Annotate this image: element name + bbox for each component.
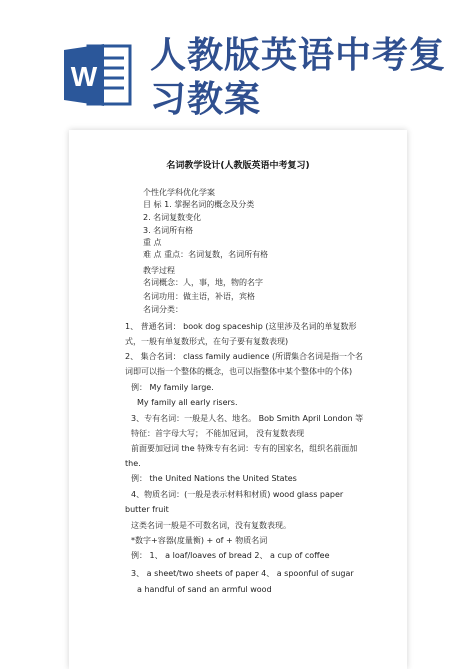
document-line: 重 点 (143, 238, 162, 247)
document-line: *数字+容器(度量衡) + of + 物质名词 (131, 536, 268, 545)
document-title: 名词教学设计(人教版英语中考复习) (166, 161, 310, 171)
document-line: 前面要加冠词 the 特殊专有名词：专有的国家名，组织名前面加 (131, 444, 358, 453)
banner-title-line-1: 人教版英语中考复 (150, 35, 447, 76)
document-line: 特征：首字母大写； 不能加冠词， 没有复数表现 (131, 429, 305, 438)
document-line: 2、 集合名词： class family audience (所谓集合名词是指一个名 (125, 352, 364, 361)
document-line: 例： the United Nations the United States (131, 474, 297, 483)
document-line: butter fruit (125, 505, 169, 514)
svg-text:W: W (70, 61, 98, 92)
document-line: 难 点 重点：名词复数，名词所有格 (143, 250, 269, 259)
document-body (69, 130, 407, 669)
document-line: 例： My family large. (131, 383, 214, 392)
banner-title-line-2: 习教案 (150, 79, 262, 120)
document-line: 式，一般有单复数形式，在句子要有复数表现) (125, 337, 289, 346)
document-line: 2. 名词复数变化 (143, 213, 202, 222)
document-page (69, 130, 407, 669)
document-line: a handful of sand an armful wood (137, 585, 272, 594)
document-line: 3、专有名词：一般是人名、地名。 Bob Smith April London 等 (131, 414, 364, 423)
banner-title (150, 34, 460, 122)
document-line: 教学过程 (143, 266, 175, 275)
document-line: 例： 1、 a loaf/loaves of bread 2、 a cup of coffee (131, 551, 330, 560)
document-line: 词即可以指一个整体的概念，也可以指整体中某个整体中的个体) (125, 367, 353, 376)
document-line: 目 标 1. 掌握名词的概念及分类 (143, 200, 255, 209)
document-line: 名词功用：做主语，补语，宾格 (143, 292, 255, 301)
document-line: My family all early risers. (137, 398, 238, 407)
document-line: the. (125, 459, 141, 468)
document-line: 3. 名词所有格 (143, 226, 194, 235)
banner (0, 0, 474, 130)
document-line: 名词分类： (143, 305, 183, 314)
document-line: 3、 a sheet/two sheets of paper 4、 a spoonful of sugar (131, 569, 354, 578)
document-line: 这类名词一般是不可数名词，没有复数表现。 (131, 521, 291, 530)
document-line: 名词概念：人，事，地，物的名字 (143, 278, 263, 287)
document-line: 个性化学科优化学案 (143, 188, 215, 197)
document-line: 4、物质名词：(一般是表示材料和材质) wood glass paper (131, 490, 344, 499)
document-line: 1、 普通名词： book dog spaceship (这里涉及名词的单复数形 (125, 322, 357, 331)
word-document-icon (64, 42, 132, 108)
